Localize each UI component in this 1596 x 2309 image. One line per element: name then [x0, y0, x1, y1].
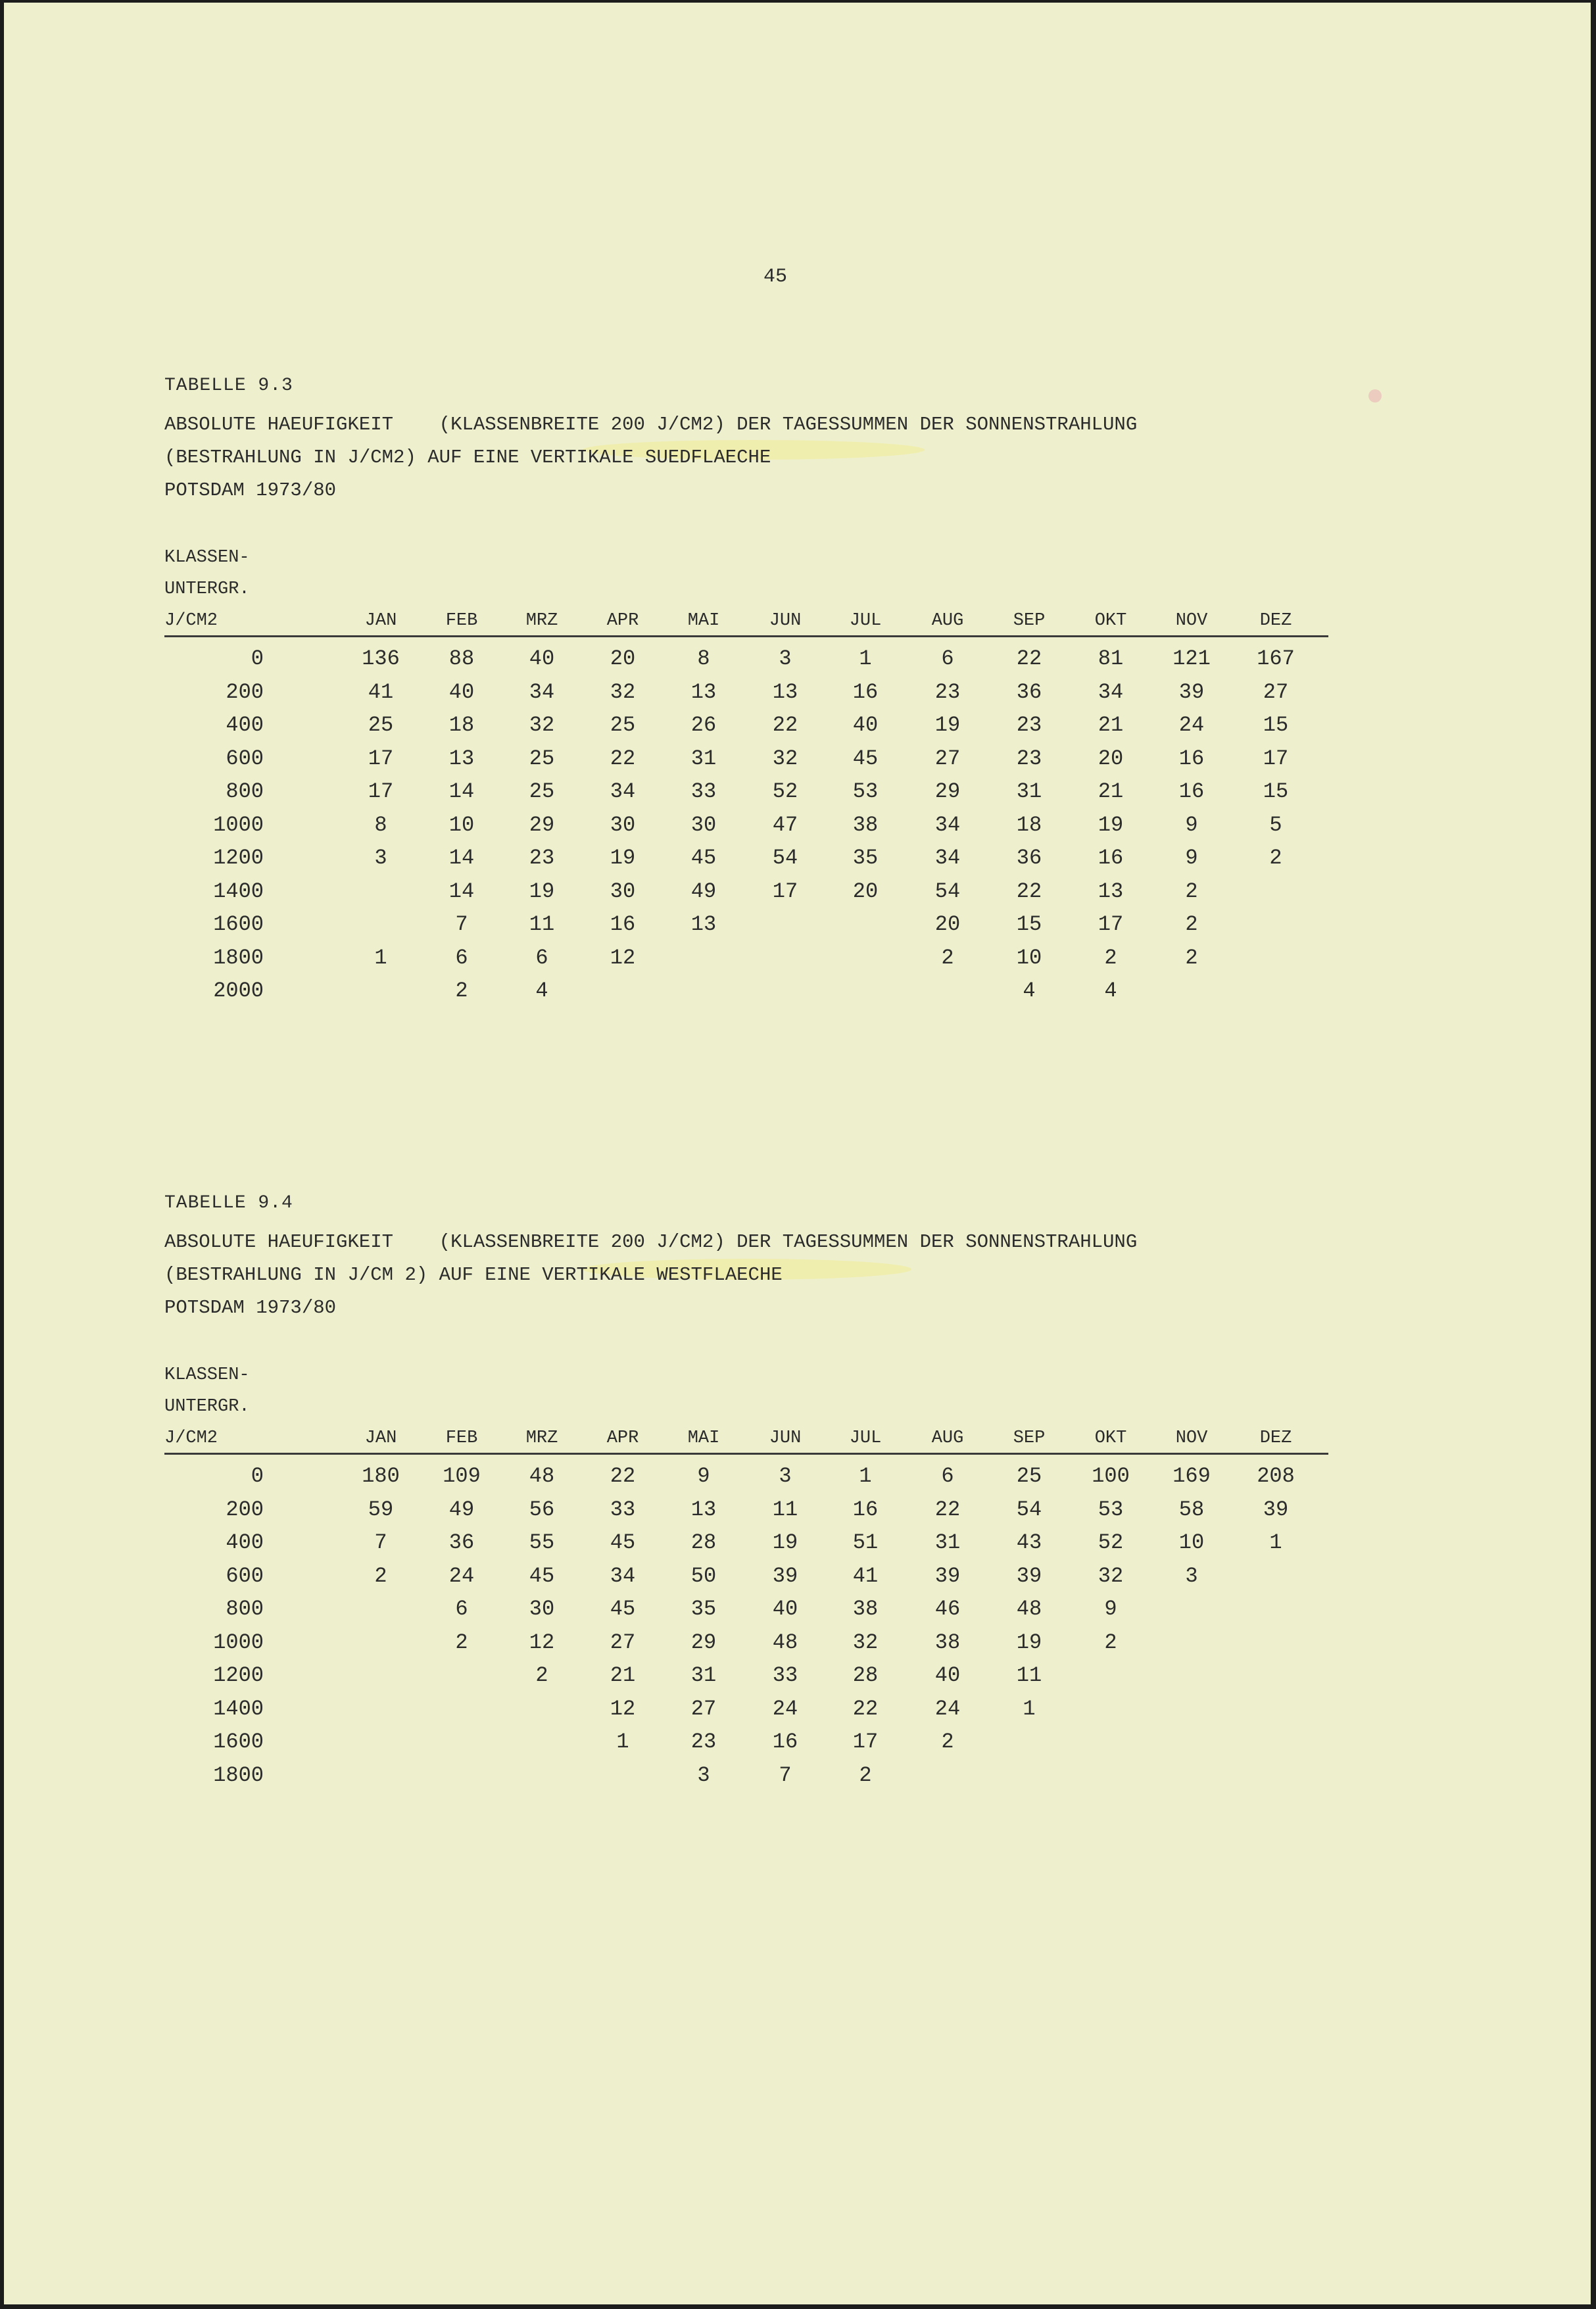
table-cell: 25	[1016, 1464, 1042, 1488]
table-cell: 4	[535, 979, 548, 1003]
table-cell: 2	[374, 1563, 387, 1588]
table-cell: 109	[443, 1464, 481, 1488]
table-cell: 16	[852, 1497, 879, 1522]
row-class-label: 1400	[213, 879, 264, 904]
table-row	[4, 1497, 1591, 1526]
table-cell: 33	[690, 779, 717, 804]
table-cell: 21	[1098, 779, 1124, 804]
row-header-line: J/CM2	[164, 611, 218, 631]
column-header-okt: OKT	[1094, 611, 1127, 631]
table-row	[4, 646, 1591, 675]
table-cell: 34	[529, 679, 555, 704]
table-cell: 2	[1185, 879, 1198, 904]
table-cell: 6	[455, 945, 468, 970]
table-cell: 33	[772, 1663, 798, 1688]
table-cell: 15	[1263, 779, 1289, 804]
table-cell: 2	[941, 945, 954, 970]
table-cell: 19	[934, 713, 961, 737]
table-cell: 88	[448, 646, 475, 671]
table-cell: 17	[1098, 912, 1124, 936]
table-cell: 17	[368, 746, 394, 771]
row-header-line: UNTERGR.	[164, 579, 250, 599]
table-cell: 41	[852, 1563, 879, 1588]
table-cell: 6	[455, 1597, 468, 1621]
table-cell: 19	[610, 846, 636, 870]
header-rule	[164, 1453, 1328, 1455]
row-class-label: 1800	[213, 945, 264, 970]
table-cell: 19	[529, 879, 555, 904]
column-header-feb: FEB	[445, 611, 478, 631]
row-class-label: 200	[226, 1497, 264, 1522]
table-cell: 22	[852, 1696, 879, 1721]
table-cell: 22	[934, 1497, 961, 1522]
table-title-line: POTSDAM 1973/80	[164, 1297, 337, 1319]
table-cell: 20	[934, 912, 961, 936]
table-cell: 3	[779, 646, 792, 671]
table-cell: 49	[690, 879, 717, 904]
table-cell: 40	[772, 1597, 798, 1621]
column-header-jan: JAN	[364, 1428, 397, 1448]
table-row	[4, 1564, 1591, 1593]
column-header-jul: JUL	[849, 1428, 882, 1448]
table-cell: 12	[610, 1696, 636, 1721]
column-header-sep: SEP	[1013, 611, 1046, 631]
column-header-dez: DEZ	[1259, 611, 1292, 631]
table-cell: 25	[368, 713, 394, 737]
table-cell: 35	[690, 1597, 717, 1621]
table-cell: 59	[368, 1497, 394, 1522]
column-header-feb: FEB	[445, 1428, 478, 1448]
table-cell: 34	[934, 812, 961, 837]
column-header-mrz: MRZ	[525, 611, 558, 631]
table-cell: 16	[1098, 846, 1124, 870]
table-cell: 39	[772, 1563, 798, 1588]
row-class-label: 1000	[213, 812, 264, 837]
table-cell: 32	[1098, 1563, 1124, 1588]
table-cell: 49	[448, 1497, 475, 1522]
table-cell: 30	[690, 812, 717, 837]
table-cell: 45	[529, 1563, 555, 1588]
table-cell: 32	[529, 713, 555, 737]
table-cell: 23	[529, 846, 555, 870]
row-class-label: 600	[226, 746, 264, 771]
table-cell: 167	[1257, 646, 1295, 671]
table-label: TABELLE 9.3	[164, 376, 293, 396]
table-label: TABELLE 9.4	[164, 1193, 293, 1213]
table-cell: 6	[941, 1464, 954, 1488]
table-cell: 27	[690, 1696, 717, 1721]
table-cell: 22	[772, 713, 798, 737]
table-cell: 7	[455, 912, 468, 936]
row-class-label: 0	[251, 1464, 264, 1488]
table-cell: 34	[610, 779, 636, 804]
header-rule	[164, 635, 1328, 637]
table-cell: 25	[529, 746, 555, 771]
table-cell: 11	[1016, 1663, 1042, 1688]
row-class-label: 1800	[213, 1762, 264, 1787]
table-cell: 24	[1178, 713, 1205, 737]
table-cell: 45	[852, 746, 879, 771]
table-title-line: (BESTRAHLUNG IN J/CM 2) AUF EINE VERTIKALE WESTFLAECHE	[164, 1264, 783, 1286]
table-cell: 40	[529, 646, 555, 671]
table-row	[4, 680, 1591, 709]
table-cell: 14	[448, 879, 475, 904]
table-cell: 31	[690, 746, 717, 771]
table-cell: 3	[1185, 1563, 1198, 1588]
table-cell: 20	[610, 646, 636, 671]
table-cell: 2	[455, 1630, 468, 1655]
table-cell: 4	[1023, 979, 1036, 1003]
column-header-nov: NOV	[1175, 611, 1208, 631]
table-cell: 38	[934, 1630, 961, 1655]
table-cell: 1	[1023, 1696, 1036, 1721]
column-header-sep: SEP	[1013, 1428, 1046, 1448]
table-cell: 7	[374, 1530, 387, 1555]
table-cell: 21	[1098, 713, 1124, 737]
table-row	[4, 1663, 1591, 1692]
table-cell: 31	[690, 1663, 717, 1688]
table-cell: 27	[1263, 679, 1289, 704]
table-cell: 169	[1173, 1464, 1211, 1488]
table-cell: 48	[772, 1630, 798, 1655]
table-cell: 5	[1269, 812, 1282, 837]
table-cell: 20	[852, 879, 879, 904]
table-cell: 29	[529, 812, 555, 837]
table-cell: 58	[1178, 1497, 1205, 1522]
table-cell: 12	[529, 1630, 555, 1655]
table-cell: 45	[690, 846, 717, 870]
table-cell: 121	[1173, 646, 1211, 671]
table-row	[4, 912, 1591, 941]
row-class-label: 800	[226, 779, 264, 804]
table-cell: 1	[859, 646, 872, 671]
table-cell: 29	[934, 779, 961, 804]
row-class-label: 1200	[213, 1663, 264, 1688]
table-cell: 136	[362, 646, 400, 671]
column-header-jul: JUL	[849, 611, 882, 631]
table-cell: 2	[859, 1762, 872, 1787]
table-row	[4, 979, 1591, 1008]
table-cell: 3	[374, 846, 387, 870]
table-cell: 2	[941, 1730, 954, 1754]
column-header-jun: JUN	[769, 1428, 802, 1448]
table-cell: 19	[772, 1530, 798, 1555]
table-cell: 39	[1016, 1563, 1042, 1588]
table-cell: 22	[1016, 646, 1042, 671]
table-cell: 1	[616, 1730, 629, 1754]
table-cell: 23	[934, 679, 961, 704]
table-cell: 32	[772, 746, 798, 771]
table-cell: 20	[1098, 746, 1124, 771]
table-cell: 19	[1016, 1630, 1042, 1655]
row-class-label: 1200	[213, 846, 264, 870]
table-row	[4, 1763, 1591, 1792]
table-cell: 10	[448, 812, 475, 837]
table-cell: 52	[772, 779, 798, 804]
table-cell: 12	[610, 945, 636, 970]
table-cell: 34	[610, 1563, 636, 1588]
table-cell: 8	[374, 812, 387, 837]
table-cell: 2	[1185, 912, 1198, 936]
column-header-nov: NOV	[1175, 1428, 1208, 1448]
table-row	[4, 1630, 1591, 1659]
table-cell: 9	[697, 1464, 710, 1488]
table-cell: 10	[1016, 945, 1042, 970]
table-cell: 1	[1269, 1530, 1282, 1555]
table-cell: 3	[779, 1464, 792, 1488]
table-cell: 33	[610, 1497, 636, 1522]
row-class-label: 1600	[213, 912, 264, 936]
table-cell: 40	[852, 713, 879, 737]
column-header-dez: DEZ	[1259, 1428, 1292, 1448]
table-cell: 46	[934, 1597, 961, 1621]
table-cell: 24	[934, 1696, 961, 1721]
table-cell: 19	[1098, 812, 1124, 837]
table-cell: 22	[610, 1464, 636, 1488]
table-cell: 13	[1098, 879, 1124, 904]
table-title-line: ABSOLUTE HAEUFIGKEIT (KLASSENBREITE 200 J/CM2) DER TAGESSUMMEN DER SONNENSTRAHLUNG	[164, 1231, 1138, 1253]
table-title-line: POTSDAM 1973/80	[164, 479, 337, 501]
table-cell: 11	[529, 912, 555, 936]
table-cell: 9	[1104, 1597, 1117, 1621]
table-cell: 53	[1098, 1497, 1124, 1522]
table-cell: 27	[934, 746, 961, 771]
table-cell: 16	[1178, 746, 1205, 771]
table-cell: 11	[772, 1497, 798, 1522]
table-cell: 45	[610, 1597, 636, 1621]
table-cell: 16	[1178, 779, 1205, 804]
table-cell: 2	[1104, 945, 1117, 970]
table-cell: 38	[852, 812, 879, 837]
table-cell: 28	[852, 1663, 879, 1688]
row-class-label: 600	[226, 1563, 264, 1588]
table-cell: 43	[1016, 1530, 1042, 1555]
table-cell: 13	[690, 912, 717, 936]
row-class-label: 1000	[213, 1630, 264, 1655]
table-cell: 2	[1185, 945, 1198, 970]
table-cell: 17	[368, 779, 394, 804]
table-cell: 9	[1185, 846, 1198, 870]
table-cell: 13	[690, 679, 717, 704]
table-row	[4, 1597, 1591, 1626]
table-cell: 14	[448, 846, 475, 870]
table-cell: 54	[934, 879, 961, 904]
table-cell: 14	[448, 779, 475, 804]
row-class-label: 800	[226, 1597, 264, 1621]
table-cell: 30	[610, 879, 636, 904]
table-cell: 18	[1016, 812, 1042, 837]
table-cell: 32	[852, 1630, 879, 1655]
table-cell: 21	[610, 1663, 636, 1688]
table-cell: 45	[610, 1530, 636, 1555]
table-cell: 34	[1098, 679, 1124, 704]
table-cell: 15	[1016, 912, 1042, 936]
table-cell: 16	[610, 912, 636, 936]
table-cell: 40	[448, 679, 475, 704]
column-header-aug: AUG	[931, 611, 964, 631]
table-cell: 17	[1263, 746, 1289, 771]
table-cell: 27	[610, 1630, 636, 1655]
table-cell: 2	[1269, 846, 1282, 870]
table-cell: 40	[934, 1663, 961, 1688]
table-cell: 8	[697, 646, 710, 671]
table-cell: 100	[1092, 1464, 1130, 1488]
table-cell: 81	[1098, 646, 1124, 671]
row-class-label: 400	[226, 1530, 264, 1555]
table-cell: 23	[1016, 713, 1042, 737]
table-cell: 38	[852, 1597, 879, 1621]
table-cell: 28	[690, 1530, 717, 1555]
table-cell: 3	[697, 1762, 710, 1787]
table-cell: 13	[690, 1497, 717, 1522]
table-cell: 13	[772, 679, 798, 704]
table-cell: 1	[859, 1464, 872, 1488]
table-row	[4, 813, 1591, 842]
column-header-okt: OKT	[1094, 1428, 1127, 1448]
table-cell: 23	[690, 1730, 717, 1754]
table-row	[4, 779, 1591, 808]
table-cell: 36	[1016, 846, 1042, 870]
table-cell: 48	[529, 1464, 555, 1488]
table-cell: 22	[610, 746, 636, 771]
table-cell: 29	[690, 1630, 717, 1655]
pink-spot	[1368, 389, 1382, 402]
table-cell: 18	[448, 713, 475, 737]
table-cell: 2	[535, 1663, 548, 1688]
column-header-mai: MAI	[687, 1428, 720, 1448]
table-title-line: ABSOLUTE HAEUFIGKEIT (KLASSENBREITE 200 J/CM2) DER TAGESSUMMEN DER SONNENSTRAHLUNG	[164, 414, 1138, 435]
page-number: 45	[763, 266, 788, 288]
table-cell: 53	[852, 779, 879, 804]
table-cell: 24	[448, 1563, 475, 1588]
column-header-mrz: MRZ	[525, 1428, 558, 1448]
table-row	[4, 746, 1591, 775]
table-cell: 31	[934, 1530, 961, 1555]
table-cell: 35	[852, 846, 879, 870]
table-row	[4, 879, 1591, 908]
row-header-line: KLASSEN-	[164, 548, 250, 568]
row-class-label: 1600	[213, 1730, 264, 1754]
row-class-label: 2000	[213, 979, 264, 1003]
table-cell: 1	[374, 945, 387, 970]
table-row	[4, 946, 1591, 975]
table-cell: 32	[610, 679, 636, 704]
table-cell: 31	[1016, 779, 1042, 804]
table-cell: 52	[1098, 1530, 1124, 1555]
table-cell: 56	[529, 1497, 555, 1522]
table-cell: 54	[772, 846, 798, 870]
table-cell: 23	[1016, 746, 1042, 771]
column-header-apr: APR	[606, 1428, 639, 1448]
table-cell: 4	[1104, 979, 1117, 1003]
table-cell: 30	[610, 812, 636, 837]
table-cell: 180	[362, 1464, 400, 1488]
table-cell: 34	[934, 846, 961, 870]
table-cell: 10	[1178, 1530, 1205, 1555]
row-class-label: 0	[251, 646, 264, 671]
table-cell: 39	[934, 1563, 961, 1588]
table-cell: 24	[772, 1696, 798, 1721]
table-row	[4, 1697, 1591, 1726]
row-class-label: 200	[226, 679, 264, 704]
column-header-apr: APR	[606, 611, 639, 631]
table-cell: 2	[1104, 1630, 1117, 1655]
table-cell: 16	[772, 1730, 798, 1754]
column-header-aug: AUG	[931, 1428, 964, 1448]
row-class-label: 400	[226, 713, 264, 737]
table-row	[4, 846, 1591, 875]
table-row	[4, 1464, 1591, 1493]
column-header-mai: MAI	[687, 611, 720, 631]
table-cell: 7	[779, 1762, 792, 1787]
table-cell: 54	[1016, 1497, 1042, 1522]
table-cell: 16	[852, 679, 879, 704]
table-row	[4, 1730, 1591, 1759]
table-cell: 30	[529, 1597, 555, 1621]
table-cell: 36	[1016, 679, 1042, 704]
table-cell: 50	[690, 1563, 717, 1588]
table-cell: 39	[1178, 679, 1205, 704]
table-cell: 47	[772, 812, 798, 837]
table-row	[4, 713, 1591, 742]
column-header-jan: JAN	[364, 611, 397, 631]
document-page	[4, 3, 1591, 2304]
table-cell: 9	[1185, 812, 1198, 837]
row-header-line: J/CM2	[164, 1428, 218, 1448]
table-cell: 13	[448, 746, 475, 771]
table-cell: 17	[852, 1730, 879, 1754]
table-cell: 6	[941, 646, 954, 671]
table-cell: 39	[1263, 1497, 1289, 1522]
table-cell: 25	[529, 779, 555, 804]
row-class-label: 1400	[213, 1696, 264, 1721]
column-header-jun: JUN	[769, 611, 802, 631]
table-cell: 6	[535, 945, 548, 970]
table-cell: 26	[690, 713, 717, 737]
table-cell: 41	[368, 679, 394, 704]
table-cell: 51	[852, 1530, 879, 1555]
table-cell: 208	[1257, 1464, 1295, 1488]
row-header-line: UNTERGR.	[164, 1397, 250, 1417]
table-row	[4, 1530, 1591, 1559]
table-title-line: (BESTRAHLUNG IN J/CM2) AUF EINE VERTIKALE SUEDFLAECHE	[164, 447, 771, 468]
table-cell: 55	[529, 1530, 555, 1555]
table-cell: 15	[1263, 713, 1289, 737]
table-cell: 25	[610, 713, 636, 737]
table-cell: 17	[772, 879, 798, 904]
table-cell: 2	[455, 979, 468, 1003]
table-cell: 22	[1016, 879, 1042, 904]
table-cell: 36	[448, 1530, 475, 1555]
table-cell: 48	[1016, 1597, 1042, 1621]
row-header-line: KLASSEN-	[164, 1365, 250, 1385]
